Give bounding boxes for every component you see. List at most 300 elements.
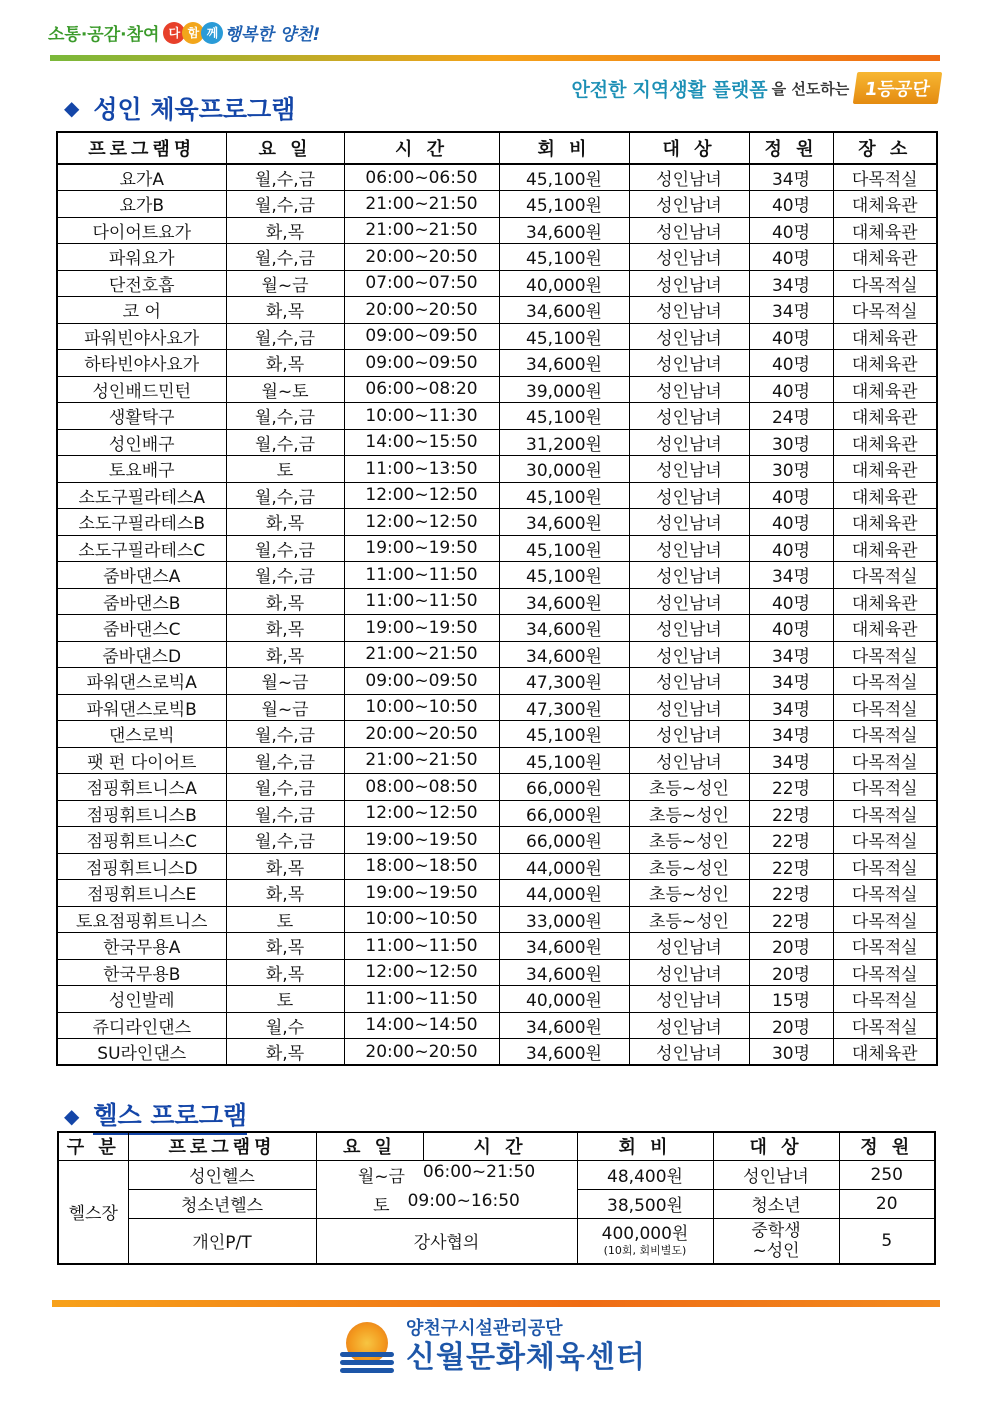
location-cell: 대체육관 — [833, 244, 937, 271]
location-cell: 대체육관 — [833, 509, 937, 536]
adult-section-title-text: 성인 체육프로그램 — [93, 95, 296, 124]
days-cell: 화,목 — [226, 641, 344, 668]
capacity-cell: 34명 — [749, 694, 833, 721]
fee-cell: 45,100원 — [499, 747, 629, 774]
schedule-saturday-time: 09:00~16:50 — [407, 1191, 520, 1211]
capacity-cell: 22명 — [749, 906, 833, 933]
program-name-cell: 성인배드민턴 — [57, 376, 226, 403]
location-cell: 대체육관 — [833, 1039, 937, 1066]
capacity-cell: 22명 — [749, 774, 833, 801]
location-cell: 대체육관 — [833, 456, 937, 483]
target-line-2: ~성인 — [752, 1240, 800, 1261]
fee-cell: 34,600원 — [499, 933, 629, 960]
capacity-cell: 22명 — [749, 800, 833, 827]
table-row — [57, 959, 937, 986]
days-cell: 월,수,금 — [226, 429, 344, 456]
program-name-cell: 댄스로빅 — [57, 721, 226, 748]
program-name-cell: 파워댄스로빅B — [57, 694, 226, 721]
fee-cell: 45,100원 — [499, 482, 629, 509]
location-cell: 다목적실 — [833, 986, 937, 1013]
tagline — [571, 72, 940, 104]
table-row — [57, 456, 937, 483]
days-cell: 화,목 — [226, 509, 344, 536]
target-cell: 초등~성인 — [629, 774, 749, 801]
days-cell: 화,목 — [226, 933, 344, 960]
time-cell: 14:00~14:50 — [344, 1012, 499, 1039]
capacity-cell: 34명 — [749, 641, 833, 668]
program-name-cell: 줌바댄스C — [57, 615, 226, 642]
health-section-title-text: 헬스 프로그램 — [93, 1096, 247, 1135]
location-cell: 다목적실 — [833, 562, 937, 589]
col-header-program: 프로그램명 — [128, 1132, 316, 1160]
location-cell: 다목적실 — [833, 694, 937, 721]
table-row — [58, 1218, 935, 1264]
days-cell: 화,목 — [226, 217, 344, 244]
table-row — [57, 482, 937, 509]
time-cell: 19:00~19:50 — [344, 827, 499, 854]
capacity-cell: 40명 — [749, 535, 833, 562]
days-cell: 월~토 — [226, 376, 344, 403]
days-cell: 화,목 — [226, 350, 344, 377]
table-row — [57, 588, 937, 615]
capacity-cell: 22명 — [749, 880, 833, 907]
capacity-cell: 20 — [839, 1189, 935, 1218]
days-cell: 월,수,금 — [226, 191, 344, 218]
fee-cell: 34,600원 — [499, 509, 629, 536]
table-row — [57, 270, 937, 297]
adult-program-table — [56, 131, 938, 1066]
days-cell: 토 — [226, 986, 344, 1013]
program-name-cell: 줌바댄스A — [57, 562, 226, 589]
footer-center-name: 신월문화체육센터 — [406, 1340, 646, 1375]
capacity-cell: 30명 — [749, 429, 833, 456]
col-header-target: 대 상 — [629, 132, 749, 164]
time-cell: 12:00~12:50 — [344, 482, 499, 509]
slogan-left-text: 소통·공감·참여 — [48, 25, 160, 45]
target-cell: 성인남녀 — [629, 297, 749, 324]
target-cell: 초등~성인 — [629, 880, 749, 907]
time-cell: 06:00~06:50 — [344, 164, 499, 191]
time-cell: 21:00~21:50 — [344, 217, 499, 244]
days-cell: 토 — [226, 456, 344, 483]
program-name-cell: 하타빈야사요가 — [57, 350, 226, 377]
fee-cell: 31,200원 — [499, 429, 629, 456]
capacity-cell: 34명 — [749, 270, 833, 297]
table-row — [57, 509, 937, 536]
target-cell: 초등~성인 — [629, 800, 749, 827]
fee-cell: 33,000원 — [499, 906, 629, 933]
target-cell: 초등~성인 — [629, 853, 749, 880]
days-cell: 화,목 — [226, 959, 344, 986]
location-cell: 다목적실 — [833, 933, 937, 960]
table-row — [57, 694, 937, 721]
capacity-cell: 40명 — [749, 244, 833, 271]
fee-cell: 40,000원 — [499, 270, 629, 297]
capacity-cell: 20명 — [749, 933, 833, 960]
fee-cell: 39,000원 — [499, 376, 629, 403]
time-cell: 09:00~09:50 — [344, 668, 499, 695]
location-cell: 다목적실 — [833, 853, 937, 880]
capacity-cell: 34명 — [749, 721, 833, 748]
fee-cell: 47,300원 — [499, 668, 629, 695]
col-header-days: 요 일 — [316, 1132, 423, 1160]
program-name-cell: 점핑휘트니스D — [57, 853, 226, 880]
target-cell: 성인남녀 — [629, 509, 749, 536]
program-name-cell: 줌바댄스D — [57, 641, 226, 668]
target-cell: 성인남녀 — [629, 721, 749, 748]
fee-cell: 34,600원 — [499, 615, 629, 642]
time-cell: 20:00~20:50 — [344, 244, 499, 271]
location-cell: 대체육관 — [833, 403, 937, 430]
table-row — [57, 429, 937, 456]
location-cell: 대체육관 — [833, 217, 937, 244]
table-row — [57, 933, 937, 960]
fee-cell: 34,600원 — [499, 297, 629, 324]
capacity-cell: 30명 — [749, 1039, 833, 1066]
days-cell: 월,수,금 — [226, 244, 344, 271]
capacity-cell: 34명 — [749, 164, 833, 191]
time-cell: 18:00~18:50 — [344, 853, 499, 880]
table-row — [57, 297, 937, 324]
capacity-cell: 5 — [839, 1218, 935, 1264]
time-cell: 12:00~12:50 — [344, 959, 499, 986]
fee-cell: 45,100원 — [499, 323, 629, 350]
location-cell: 다목적실 — [833, 641, 937, 668]
schedule-cell — [316, 1160, 577, 1218]
table-row — [57, 244, 937, 271]
fee-cell: 66,000원 — [499, 774, 629, 801]
time-cell: 10:00~10:50 — [344, 694, 499, 721]
program-name-cell: 점핑휘트니스C — [57, 827, 226, 854]
days-cell: 월,수,금 — [226, 164, 344, 191]
time-cell: 08:00~08:50 — [344, 774, 499, 801]
table-row — [57, 535, 937, 562]
location-cell: 다목적실 — [833, 906, 937, 933]
fee-cell: 38,500원 — [577, 1189, 713, 1218]
schedule-block — [317, 1162, 577, 1216]
time-cell: 11:00~11:50 — [344, 562, 499, 589]
location-cell: 다목적실 — [833, 1012, 937, 1039]
fee-cell: 66,000원 — [499, 827, 629, 854]
time-cell: 20:00~20:50 — [344, 1039, 499, 1066]
target-cell: 성인남녀 — [629, 1039, 749, 1066]
capacity-cell: 34명 — [749, 297, 833, 324]
days-cell: 월,수,금 — [226, 747, 344, 774]
program-name-cell: 토요배구 — [57, 456, 226, 483]
program-name-cell: 점핑휘트니스A — [57, 774, 226, 801]
col-header-days: 요 일 — [226, 132, 344, 164]
days-cell: 토 — [226, 906, 344, 933]
target-cell: 성인남녀 — [629, 641, 749, 668]
health-program-table — [57, 1131, 936, 1265]
location-cell: 대체육관 — [833, 588, 937, 615]
program-name-cell: 다이어트요가 — [57, 217, 226, 244]
fee-cell: 45,100원 — [499, 721, 629, 748]
fee-cell: 34,600원 — [499, 350, 629, 377]
program-name-cell: 점핑휘트니스E — [57, 880, 226, 907]
table-row — [57, 562, 937, 589]
days-cell: 화,목 — [226, 297, 344, 324]
days-cell: 월,수,금 — [226, 800, 344, 827]
capacity-cell: 40명 — [749, 615, 833, 642]
slogan-badge-2: 함 — [182, 22, 204, 44]
target-cell: 성인남녀 — [629, 668, 749, 695]
diamond-icon: ◆ — [64, 1103, 80, 1128]
capacity-cell: 22명 — [749, 853, 833, 880]
location-cell: 대체육관 — [833, 482, 937, 509]
schedule-saturday-days: 토 — [373, 1196, 390, 1216]
fee-cell: 45,100원 — [499, 535, 629, 562]
fee-cell: 40,000원 — [499, 986, 629, 1013]
slogan-badge-1: 다 — [163, 22, 185, 44]
days-cell: 화,목 — [226, 1039, 344, 1066]
fee-cell: 34,600원 — [499, 1012, 629, 1039]
target-cell: 성인남녀 — [629, 588, 749, 615]
days-cell: 월,수,금 — [226, 774, 344, 801]
target-cell: 청소년 — [713, 1189, 839, 1218]
program-name-cell: 점핑휘트니스B — [57, 800, 226, 827]
target-cell: 초등~성인 — [629, 906, 749, 933]
capacity-cell: 34명 — [749, 562, 833, 589]
table-row — [57, 323, 937, 350]
table-row — [57, 906, 937, 933]
time-cell: 12:00~12:50 — [344, 800, 499, 827]
time-cell: 20:00~20:50 — [344, 297, 499, 324]
target-cell: 성인남녀 — [629, 456, 749, 483]
capacity-cell: 22명 — [749, 827, 833, 854]
time-cell: 12:00~12:50 — [344, 509, 499, 536]
days-cell: 화,목 — [226, 615, 344, 642]
fee-cell: 45,100원 — [499, 244, 629, 271]
location-cell: 다목적실 — [833, 668, 937, 695]
days-cell: 화,목 — [226, 880, 344, 907]
time-cell: 20:00~20:50 — [344, 721, 499, 748]
time-cell: 09:00~09:50 — [344, 323, 499, 350]
capacity-cell: 20명 — [749, 1012, 833, 1039]
time-cell: 14:00~15:50 — [344, 429, 499, 456]
table-row — [57, 191, 937, 218]
slogan-right-text: 행복한 양천! — [224, 25, 321, 45]
program-name-cell: 소도구필라테스A — [57, 482, 226, 509]
target-cell: 성인남녀 — [629, 694, 749, 721]
capacity-cell: 40명 — [749, 482, 833, 509]
time-cell: 10:00~11:30 — [344, 403, 499, 430]
program-name-cell: 파워요가 — [57, 244, 226, 271]
col-header-capacity: 정 원 — [749, 132, 833, 164]
col-header-fee: 회 비 — [577, 1132, 713, 1160]
schedule-weekday-days: 월~금 — [357, 1167, 405, 1187]
location-cell: 대체육관 — [833, 323, 937, 350]
tagline-part3: 을 선도하는 — [771, 79, 850, 98]
days-cell: 화,목 — [226, 588, 344, 615]
table-row — [57, 376, 937, 403]
location-cell: 다목적실 — [833, 270, 937, 297]
target-cell: 성인남녀 — [629, 376, 749, 403]
location-cell: 대체육관 — [833, 535, 937, 562]
target-cell: 성인남녀 — [629, 933, 749, 960]
time-cell: 21:00~21:50 — [344, 641, 499, 668]
program-name-cell: 파워댄스로빅A — [57, 668, 226, 695]
capacity-cell: 40명 — [749, 376, 833, 403]
capacity-cell: 34명 — [749, 668, 833, 695]
sun-wave-emblem-icon — [338, 1318, 396, 1376]
tagline-part1: 안전한 — [571, 78, 627, 101]
schedule-saturday — [373, 1191, 520, 1216]
location-cell: 다목적실 — [833, 959, 937, 986]
days-cell: 월,수 — [226, 1012, 344, 1039]
fee-cell: 66,000원 — [499, 800, 629, 827]
days-cell: 월,수,금 — [226, 535, 344, 562]
target-cell: 성인남녀 — [713, 1160, 839, 1189]
schedule-weekday-time: 06:00~21:50 — [422, 1162, 536, 1182]
fee-cell: 45,100원 — [499, 191, 629, 218]
target-cell: 성인남녀 — [629, 562, 749, 589]
target-cell: 초등~성인 — [629, 827, 749, 854]
target-cell: 성인남녀 — [629, 747, 749, 774]
col-header-program: 프로그램명 — [57, 132, 226, 164]
program-name-cell: 파워빈야사요가 — [57, 323, 226, 350]
slogan-badge-3: 께 — [201, 22, 223, 44]
location-cell: 다목적실 — [833, 880, 937, 907]
target-cell: 성인남녀 — [629, 482, 749, 509]
fee-cell: 34,600원 — [499, 959, 629, 986]
table-row — [57, 668, 937, 695]
days-cell: 월,수,금 — [226, 403, 344, 430]
program-name-cell: 한국무용A — [57, 933, 226, 960]
fee-cell: 34,600원 — [499, 588, 629, 615]
fee-note: (10회, 회비별도) — [603, 1244, 687, 1258]
days-cell: 화,목 — [226, 853, 344, 880]
col-header-capacity: 정 원 — [839, 1132, 935, 1160]
fee-cell: 45,100원 — [499, 403, 629, 430]
fee-cell: 45,100원 — [499, 562, 629, 589]
location-cell: 대체육관 — [833, 376, 937, 403]
table-row — [57, 1039, 937, 1066]
time-cell: 19:00~19:50 — [344, 535, 499, 562]
adult-table-body — [57, 164, 937, 1065]
program-name-cell: 쥬디라인댄스 — [57, 1012, 226, 1039]
header-divider — [50, 55, 940, 61]
fee-cell: 30,000원 — [499, 456, 629, 483]
target-cell — [713, 1218, 839, 1264]
fee-cell: 47,300원 — [499, 694, 629, 721]
program-name-cell: 개인P/T — [128, 1218, 316, 1264]
capacity-cell: 40명 — [749, 509, 833, 536]
target-line-1: 중학생 — [751, 1220, 801, 1241]
footer-logo — [338, 1318, 646, 1376]
time-cell: 11:00~11:50 — [344, 933, 499, 960]
table-row — [57, 403, 937, 430]
time-cell: 21:00~21:50 — [344, 747, 499, 774]
location-cell: 다목적실 — [833, 774, 937, 801]
location-cell: 다목적실 — [833, 297, 937, 324]
program-name-cell: 소도구필라테스C — [57, 535, 226, 562]
capacity-cell: 40명 — [749, 217, 833, 244]
table-row — [57, 986, 937, 1013]
days-cell: 월~금 — [226, 694, 344, 721]
capacity-cell: 30명 — [749, 456, 833, 483]
fee-value: 400,000원 — [601, 1224, 689, 1245]
col-header-time: 시 간 — [423, 1132, 577, 1160]
target-cell: 성인남녀 — [629, 986, 749, 1013]
program-name-cell: 성인헬스 — [128, 1160, 316, 1189]
time-cell: 06:00~08:20 — [344, 376, 499, 403]
footer-org-name: 양천구시설관리공단 — [406, 1318, 563, 1339]
program-name-cell: 단전호흡 — [57, 270, 226, 297]
days-cell: 월,수,금 — [226, 721, 344, 748]
target-cell: 성인남녀 — [629, 403, 749, 430]
health-table-header — [58, 1132, 935, 1160]
tagline-part2: 지역생활 플랫폼 — [632, 78, 768, 101]
category-cell: 헬스장 — [58, 1160, 128, 1264]
capacity-cell: 15명 — [749, 986, 833, 1013]
table-row — [57, 641, 937, 668]
col-header-location: 장 소 — [833, 132, 937, 164]
location-cell: 대체육관 — [833, 429, 937, 456]
fee-cell — [577, 1218, 713, 1264]
target-cell: 성인남녀 — [629, 270, 749, 297]
target-cell: 성인남녀 — [629, 323, 749, 350]
table-row — [57, 1012, 937, 1039]
rank-badge: 1등공단 — [853, 72, 942, 104]
slogan — [48, 20, 320, 45]
program-name-cell: 요가B — [57, 191, 226, 218]
table-row — [57, 880, 937, 907]
target-cell: 성인남녀 — [629, 615, 749, 642]
target-cell: 성인남녀 — [629, 244, 749, 271]
program-name-cell: 요가A — [57, 164, 226, 191]
table-row — [57, 350, 937, 377]
program-name-cell: 생활탁구 — [57, 403, 226, 430]
program-name-cell: 코 어 — [57, 297, 226, 324]
footer-text — [406, 1318, 646, 1376]
fee-cell: 44,000원 — [499, 853, 629, 880]
table-row — [57, 615, 937, 642]
table-row — [57, 774, 937, 801]
location-cell: 다목적실 — [833, 827, 937, 854]
capacity-cell: 24명 — [749, 403, 833, 430]
slogan-badge — [163, 22, 220, 44]
location-cell: 다목적실 — [833, 800, 937, 827]
capacity-cell: 40명 — [749, 588, 833, 615]
fee-cell: 34,600원 — [499, 1039, 629, 1066]
location-cell: 다목적실 — [833, 721, 937, 748]
capacity-cell: 40명 — [749, 323, 833, 350]
program-name-cell: 청소년헬스 — [128, 1189, 316, 1218]
table-row — [57, 721, 937, 748]
col-header-time: 시 간 — [344, 132, 499, 164]
location-cell: 대체육관 — [833, 191, 937, 218]
location-cell: 다목적실 — [833, 747, 937, 774]
capacity-cell: 40명 — [749, 350, 833, 377]
schedule-cell: 강사협의 — [316, 1218, 577, 1264]
target-cell: 성인남녀 — [629, 350, 749, 377]
fee-cell: 34,600원 — [499, 217, 629, 244]
location-cell: 다목적실 — [833, 164, 937, 191]
table-row — [57, 853, 937, 880]
capacity-cell: 34명 — [749, 747, 833, 774]
location-cell: 대체육관 — [833, 350, 937, 377]
fee-cell: 44,000원 — [499, 880, 629, 907]
table-row — [57, 217, 937, 244]
program-name-cell: 성인배구 — [57, 429, 226, 456]
table-row — [58, 1160, 935, 1189]
location-cell: 대체육관 — [833, 615, 937, 642]
adult-table-header — [57, 132, 937, 164]
time-cell: 11:00~11:50 — [344, 588, 499, 615]
target-cell: 성인남녀 — [629, 191, 749, 218]
program-name-cell: 토요점핑휘트니스 — [57, 906, 226, 933]
